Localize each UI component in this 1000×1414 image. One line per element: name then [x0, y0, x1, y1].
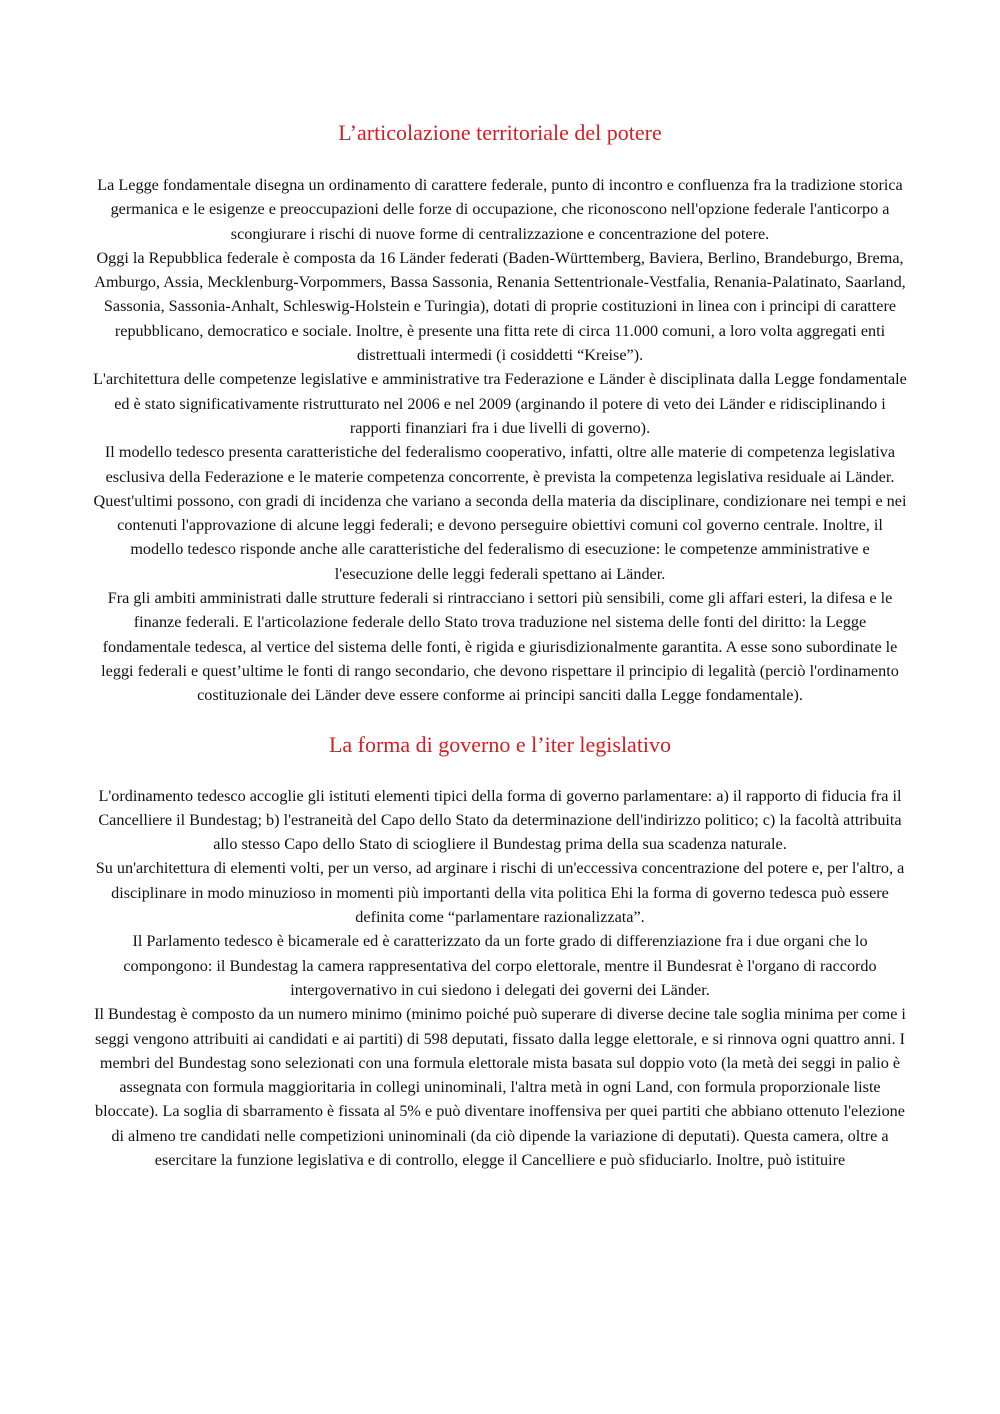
- section-title-government: La forma di governo e l’iter legislativo: [328, 731, 672, 757]
- paragraph: L'architettura delle competenze legislative e amministrative tra Federazione e Länder è disciplinata dalla Legge fondamentale ed è stato significativamente ristrutturato nel 2006 e nel 2009 (arginando il potere di veto dei Länder e ridisciplinando i rapporti finanziari fra i due livelli di governo).: [93, 370, 907, 437]
- paragraph: La Legge fondamentale disegna un ordinamento di carattere federale, punto di incontro e confluenza fra la tradizione storica germanica e le esigenze e preoccupazioni delle forze di occupazione, che riconoscono nell'opzione federale l'anticorpo a scongiurare i rischi di nuove forme di centralizzazione e concentrazione del potere.: [97, 176, 903, 243]
- section-title-territorial: L’articolazione territoriale del potere: [338, 120, 662, 145]
- paragraph: Il Parlamento tedesco è bicamerale ed è caratterizzato da un forte grado di differenziazione fra i due organi che lo compongono: il Bundestag la camera rappresentativa del corpo elettorale, mentre il Bundesrat è l'organo di raccordo intergovernativo in cui siedono i delegati dei governi dei Länder.: [123, 932, 877, 999]
- paragraph: L'ordinamento tedesco accoglie gli istituti elementi tipici della forma di governo parlamentare: a) il rapporto di fiducia fra il Cancelliere il Bundestag; b) l'estraneità del Capo dello Stato da determinazione dell'indirizzo politico; c) la facoltà attribuita allo stesso Capo dello Stato di sciogliere il Bundestag prima della sua scadenza naturale.: [98, 786, 902, 854]
- paragraph: Fra gli ambiti amministrati dalle strutture federali si rintracciano i settori più sensibili, come gli affari esteri, la difesa e le finanze federali. E l'articolazione federale dello Stato trova traduzione nel sistema delle fonti del diritto: la Legge fondamentale tedesca, al vertice del sistema delle fonti, è rigida e giurisdizionalmente garantita. A esse sono subordinate le leggi federali e quest’ultime le fonti di rango secondario, che devono rispettare il principio di legalità (perciò l'ordinamento costituzionale dei Länder deve essere conforme ai principi sanciti dalla Legge fondamentale).: [101, 589, 899, 705]
- paragraph: Il Bundestag è composto da un numero minimo (minimo poiché può superare di diverse decine tale soglia minima per come i seggi vengono attribuiti ai candidati e ai partiti) di 598 deputati, fissato dalla legge elettorale, e si rinnova ogni quattro anni. I membri del Bundestag sono selezionati con una formula elettorale mista basata sul doppio voto (la metà dei seggi in palio è assegnata con formula maggioritaria in collegi uninominali, l'altra metà in ogni Land, con formula proporzionale liste bloccate). La soglia di sbarramento è fissata al 5% e può diventare inoffensiva per quei partiti che abbiano ottenuto l'elezione di almeno tre candidati nelle competizioni uninominali (da ciò dipende la variazione di deputati). Questa camera, oltre a esercitare la funzione legislativa e di controllo, elegge il Cancelliere e può sfiduciarlo. Inoltre, può istituire: [94, 1005, 906, 1169]
- paragraph: Il modello tedesco presenta caratteristiche del federalismo cooperativo, infatti, oltre alle materie di competenza legislativa esclusiva della Federazione e le materie competenza concorrente, è prevista la competenza legislativa residuale ai Länder. Quest'ultimi possono, con gradi di incidenza che variano a seconda della materia da disciplinare, condizionare nei tempi e nei contenuti l'approvazione di alcune leggi federali; e devono perseguire obiettivi comuni col governo centrale. Inoltre, il modello tedesco risponde anche alle caratteristiche del federalismo di esecuzione: le competenze amministrative e l'esecuzione delle leggi federali spettano ai Länder.: [93, 443, 907, 583]
- paragraph: Oggi la Repubblica federale è composta da 16 Länder federati (Baden-Württemberg, Baviera, Berlino, Brandeburgo, Brema, Amburgo, Assia, Mecklenburg-Vorpommers, Bassa Sassonia, Renania Settentrionale-Vestfalia, Renania-Palatinato, Saarland, Sassonia, Sassonia-Anhalt, Schleswig-Holstein e Turingia), dotati di proprie costituzioni in linea con i principi di carattere repubblicano, democratico e sociale. Inoltre, è presente una fitta rete di circa 11.000 comuni, a loro volta aggregati enti distrettuali intermedi (i cosiddetti “Kreise”).: [94, 248, 906, 365]
- document-page: [90, 118, 910, 1172]
- paragraph: Su un'architettura di elementi volti, per un verso, ad arginare i rischi di un'eccessiva concentrazione del potere e, per l'altro, a disciplinare in modo minuzioso in momenti più importanti della vita politica Ehi la forma di governo tedesca può essere definita come “parlamentare razionalizzata”.: [95, 859, 905, 927]
